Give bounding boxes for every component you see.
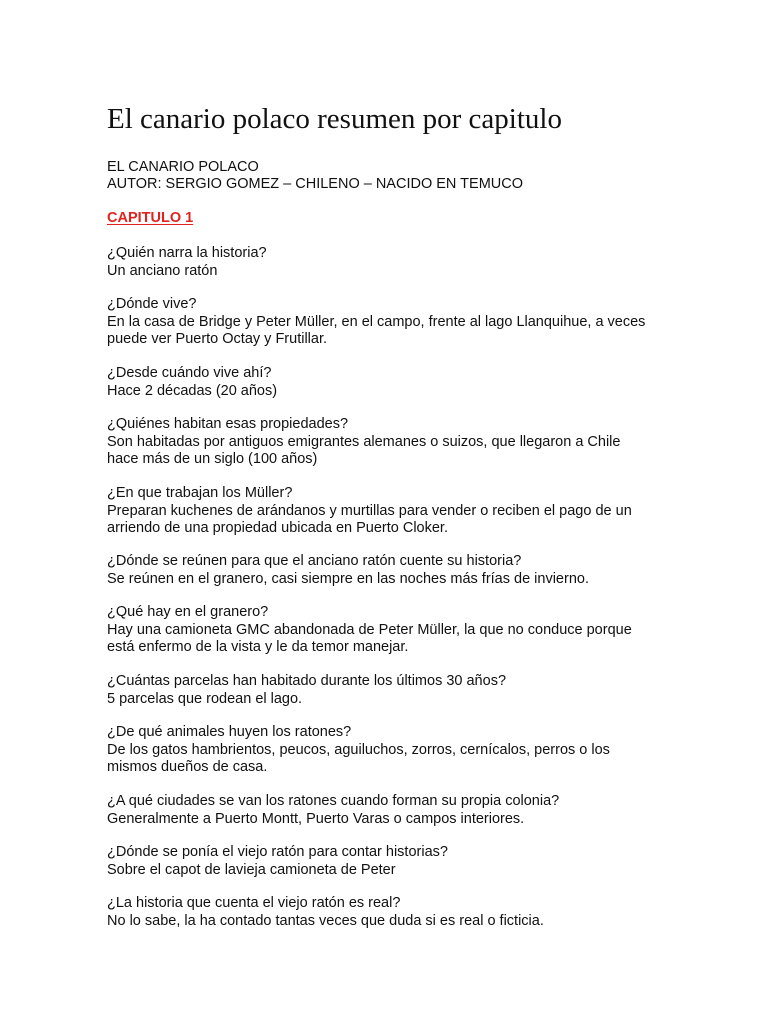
qa-answer: Se reúnen en el granero, casi siempre en las noches más frías de invierno. xyxy=(107,570,589,587)
qa-question: ¿La historia que cuenta el viejo ratón es real? xyxy=(107,895,401,911)
book-title-line: EL CANARIO POLACO xyxy=(107,159,259,175)
qa-question: ¿Quién narra la historia? xyxy=(107,245,267,261)
book-header xyxy=(107,159,523,193)
qa-answer: Preparan kuchenes de arándanos y murtillas para vender o reciben el pago de un arriendo de una propiedad ubicada en Puerto Cloker. xyxy=(107,502,632,536)
qa-answer: Generalmente a Puerto Montt, Puerto Varas o campos interiores. xyxy=(107,810,525,827)
qa-item xyxy=(107,793,647,828)
qa-question: ¿Dónde se reúnen para que el anciano ratón cuente su historia? xyxy=(107,553,522,569)
qa-answer: Hay una camioneta GMC abandonada de Peter Müller, la que no conduce porque está enfermo de la vista y le da temor manejar. xyxy=(107,621,632,655)
qa-answer: Sobre el capot de lavieja camioneta de Peter xyxy=(107,861,396,878)
qa-question: ¿Qué hay en el granero? xyxy=(107,604,269,620)
qa-question: ¿Cuántas parcelas han habitado durante los últimos 30 años? xyxy=(107,673,507,689)
qa-item xyxy=(107,604,647,657)
qa-question: ¿A qué ciudades se van los ratones cuando forman su propia colonia? xyxy=(107,793,560,809)
qa-question: ¿Quiénes habitan esas propiedades? xyxy=(107,416,349,432)
chapter-heading: CAPITULO 1 xyxy=(107,210,194,226)
qa-item xyxy=(107,724,647,777)
qa-item xyxy=(107,296,647,349)
qa-answer: 5 parcelas que rodean el lago. xyxy=(107,690,303,707)
qa-item xyxy=(107,416,647,469)
document-title: El canario polaco resumen por capitulo xyxy=(107,103,562,135)
qa-answer: En la casa de Bridge y Peter Müller, en el campo, frente al lago Llanquihue, a veces puede ver Puerto Octay y Frutillar. xyxy=(107,313,646,347)
author-line: AUTOR: SERGIO GOMEZ – CHILENO – NACIDO EN TEMUCO xyxy=(107,176,523,192)
qa-item xyxy=(107,365,647,400)
qa-answer: De los gatos hambrientos, peucos, aguiluchos, zorros, cernícalos, perros o los mismos dueños de casa. xyxy=(107,741,610,775)
qa-question: ¿Dónde vive? xyxy=(107,296,197,312)
qa-item xyxy=(107,485,647,538)
qa-answer: Un anciano ratón xyxy=(107,262,218,279)
qa-item xyxy=(107,245,647,280)
qa-item xyxy=(107,553,647,588)
qa-answer: No lo sabe, la ha contado tantas veces que duda si es real o ficticia. xyxy=(107,912,544,929)
qa-item xyxy=(107,673,647,708)
qa-item xyxy=(107,844,647,879)
qa-item xyxy=(107,895,647,930)
qa-answer: Son habitadas por antiguos emigrantes alemanes o suizos, que llegaron a Chile hace más de un siglo (100 años) xyxy=(107,433,621,467)
qa-question: ¿Desde cuándo vive ahí? xyxy=(107,365,272,381)
qa-question: ¿Dónde se ponía el viejo ratón para contar historias? xyxy=(107,844,448,860)
qa-answer: Hace 2 décadas (20 años) xyxy=(107,382,278,399)
qa-question: ¿En que trabajan los Müller? xyxy=(107,485,293,501)
qa-question: ¿De qué animales huyen los ratones? xyxy=(107,724,352,740)
